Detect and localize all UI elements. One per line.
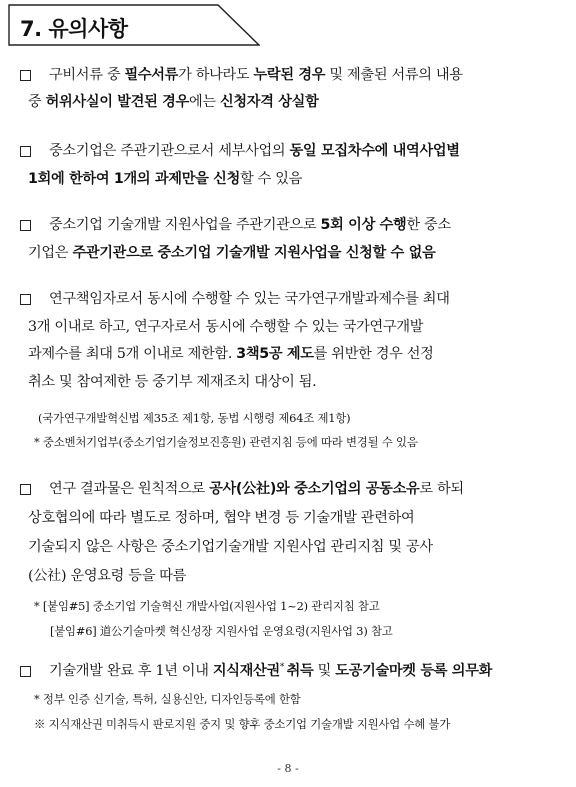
- body-text: *: [279, 662, 287, 673]
- checkbox-icon: [20, 146, 31, 157]
- section-title: 7. 유의사항: [20, 17, 128, 41]
- body-text: 기술개발 완료 후 1년 이내: [49, 663, 213, 679]
- body-text: 를 위반한 경우 선정: [313, 346, 434, 362]
- checkbox-icon: [20, 294, 31, 305]
- footnote: ※ 지식재산권 미취득시 판로지원 중지 및 향후 중소기업 기술개발 지원사업 수혜 불가: [34, 717, 451, 731]
- notice-line: [28, 168, 302, 188]
- notice-line: [49, 140, 460, 160]
- footnote: * 중소벤처기업부(중소기업기술정보진흥원) 관련지침 등에 따라 변경될 수 있음: [34, 435, 418, 449]
- body-text: 기술되지 않은 사항은 중소기업기술개발 지원사업 관리지침 및 공사: [28, 539, 433, 555]
- body-text: 한 중소: [406, 217, 451, 233]
- body-text: 취소 및 참여제한 등 중기부 제재조치 대상이 됨.: [28, 373, 317, 390]
- section-title-box: [8, 4, 260, 50]
- checkbox-icon: [20, 666, 31, 677]
- footnote: [붙임#6] 道公기술마켓 혁신성장 지원사업 운영요령(지원사업 3) 참고: [50, 624, 393, 638]
- notice-line: [28, 565, 186, 585]
- emphasis-text: 5회 이상 수행: [320, 217, 407, 233]
- body-text: 과제수를 최대 5개 이내로 제한함.: [28, 346, 237, 362]
- notice-line: [49, 660, 492, 680]
- notice-line: [49, 288, 450, 308]
- notice-line: [28, 91, 318, 111]
- body-text: 구비서류 중: [49, 67, 125, 83]
- body-text: 할 수 있음: [239, 171, 303, 187]
- body-text: 3개 이내로 하고, 연구자로서 동시에 수행할 수 있는 국가연구개발: [28, 318, 424, 335]
- emphasis-text: 필수서류: [124, 67, 179, 83]
- body-text: 중소기업 기술개발 지원사업을 주관기관으로: [49, 217, 321, 233]
- emphasis-text: 취득: [286, 663, 314, 679]
- notice-line: [28, 371, 316, 391]
- body-text: 기업은: [28, 245, 73, 261]
- body-text: 중: [28, 94, 46, 110]
- emphasis-text: 허위사실이 발견된 경우: [45, 94, 189, 110]
- page-number: - 8 -: [277, 762, 299, 775]
- notice-line: [28, 507, 414, 527]
- checkbox-icon: [20, 220, 31, 231]
- emphasis-text: 1회에 한하여 1개의 과제만을 신청: [28, 171, 240, 187]
- checkbox-icon: [20, 484, 31, 495]
- notice-line: [28, 343, 434, 363]
- body-text: 에는: [188, 94, 220, 110]
- emphasis-text: 주관기관으로 중소기업 기술개발 지원사업을 신청할 수 없음: [72, 245, 436, 261]
- checkbox-icon: [20, 70, 31, 81]
- notice-line: [49, 64, 463, 84]
- emphasis-text: 3책5공 제도: [236, 346, 314, 362]
- emphasis-text: 지식재산권: [212, 663, 280, 679]
- notice-line: [28, 536, 433, 556]
- body-text: 중소기업은 주관기관으로서 세부사업의: [49, 143, 290, 159]
- footnote: (국가연구개발혁신법 제35조 제1항, 동법 시행령 제64조 제1항): [38, 411, 351, 425]
- body-text: 로 하되: [419, 481, 464, 497]
- body-text: 상호협의에 따라 별도로 정하며, 협약 변경 등 기술개발 관련하여: [28, 510, 415, 526]
- emphasis-text: 동일 모집차수에 내역사업별: [289, 143, 460, 159]
- notice-line: [28, 242, 435, 262]
- emphasis-text: 도공기술마켓 등록 의무화: [335, 663, 493, 679]
- notice-line: [49, 214, 451, 234]
- emphasis-text: 공사(公社)와 중소기업의 공동소유: [209, 481, 420, 497]
- notice-line: [28, 316, 423, 336]
- body-text: 연구 결과물은 원칙적으로: [49, 481, 210, 497]
- body-text: 및: [313, 663, 336, 679]
- emphasis-text: 신청자격 상실함: [220, 94, 319, 110]
- body-text: (公社) 운영요령 등을 따름: [28, 568, 187, 584]
- body-text: 연구책임자로서 동시에 수행할 수 있는 국가연구개발과제수를 최대: [49, 291, 450, 307]
- footnote: * 정부 인증 신기술, 특허, 실용신안, 디자인등록에 한함: [34, 692, 301, 706]
- emphasis-text: 누락된 경우: [253, 67, 326, 83]
- notice-line: [49, 478, 464, 498]
- body-text: 가 하나라도: [178, 67, 254, 83]
- body-text: 및 제출된 서류의 내용: [325, 67, 463, 83]
- footnote: * [붙임#5] 중소기업 기술혁신 개발사업(지원사업 1~2) 관리지침 참고: [34, 599, 380, 613]
